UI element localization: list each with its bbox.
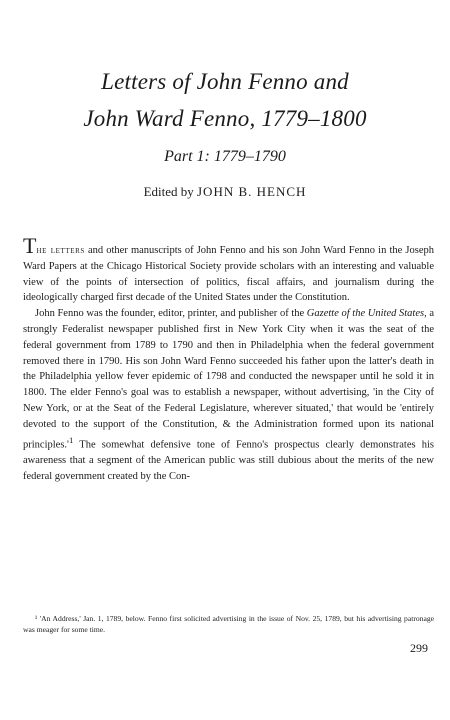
page-number: 299: [410, 641, 428, 655]
article-title-line-2: John Ward Fenno, 1779–1800: [83, 106, 367, 131]
paragraph-2-part-a: John Fenno was the founder, editor, printer, and publisher of the: [35, 308, 307, 320]
footnote: ¹ 'An Address,' Jan. 1, 1789, below. Fenno first solicited advertising in the issue of Nov. 25, 1789, but his advertising patronage was meager for some time.: [23, 614, 434, 634]
article-title-line-1: Letters of John Fenno and: [101, 69, 349, 94]
editor-credit: [0, 184, 450, 200]
editor-prefix: Edited by: [143, 184, 194, 199]
article-subtitle: Part 1: 1779–1790: [164, 148, 286, 165]
drop-cap: T: [23, 233, 37, 258]
article-body: [23, 233, 434, 484]
paragraph-1-text: and other manuscripts of John Fenno and his son John Ward Fenno in the Joseph Ward Papers at the Chicago Historical Society provide scholars with an interesting and valuable view of the points of intersection of politics, fiscal affairs, and journalism during the ideologically charged first decade of the United States under the Constitution.: [23, 245, 434, 304]
paragraph-1-smallcaps: he letters: [36, 245, 85, 256]
paragraph-2: [23, 306, 434, 484]
paragraph-2-part-b: , a strongly Federalist newspaper published first in New York City when it was the seat of the federal government from 1789 to 1790 and then in Philadelphia when the federal government removed there in 1790. His son John Ward Fenno succeeded his father upon the latter's death in the Philadelphia yellow fever epidemic of 1798 and conducted the newspaper until he sold it in 1800. The elder Fenno's goal was to establish a newspaper, without advertising, 'in the City of New York, or at the Seat of the Federal Legislature, wherever situated,' that would be 'entirely devoted to the support of the Constitution, & the Administration formed upon its national principles.': [23, 308, 434, 451]
paragraph-2-part-c: The somewhat defensive tone of Fenno's prospectus clearly demonstrates his awareness that a segment of the American public was still dubious about the merits of the new federal government created by the Con-: [23, 439, 434, 482]
paragraph-1: [23, 233, 434, 306]
editor-name: JOHN B. HENCH: [197, 184, 307, 199]
newspaper-title-italic: Gazette of the United States: [306, 308, 425, 320]
footnote-reference: 1: [68, 434, 74, 445]
